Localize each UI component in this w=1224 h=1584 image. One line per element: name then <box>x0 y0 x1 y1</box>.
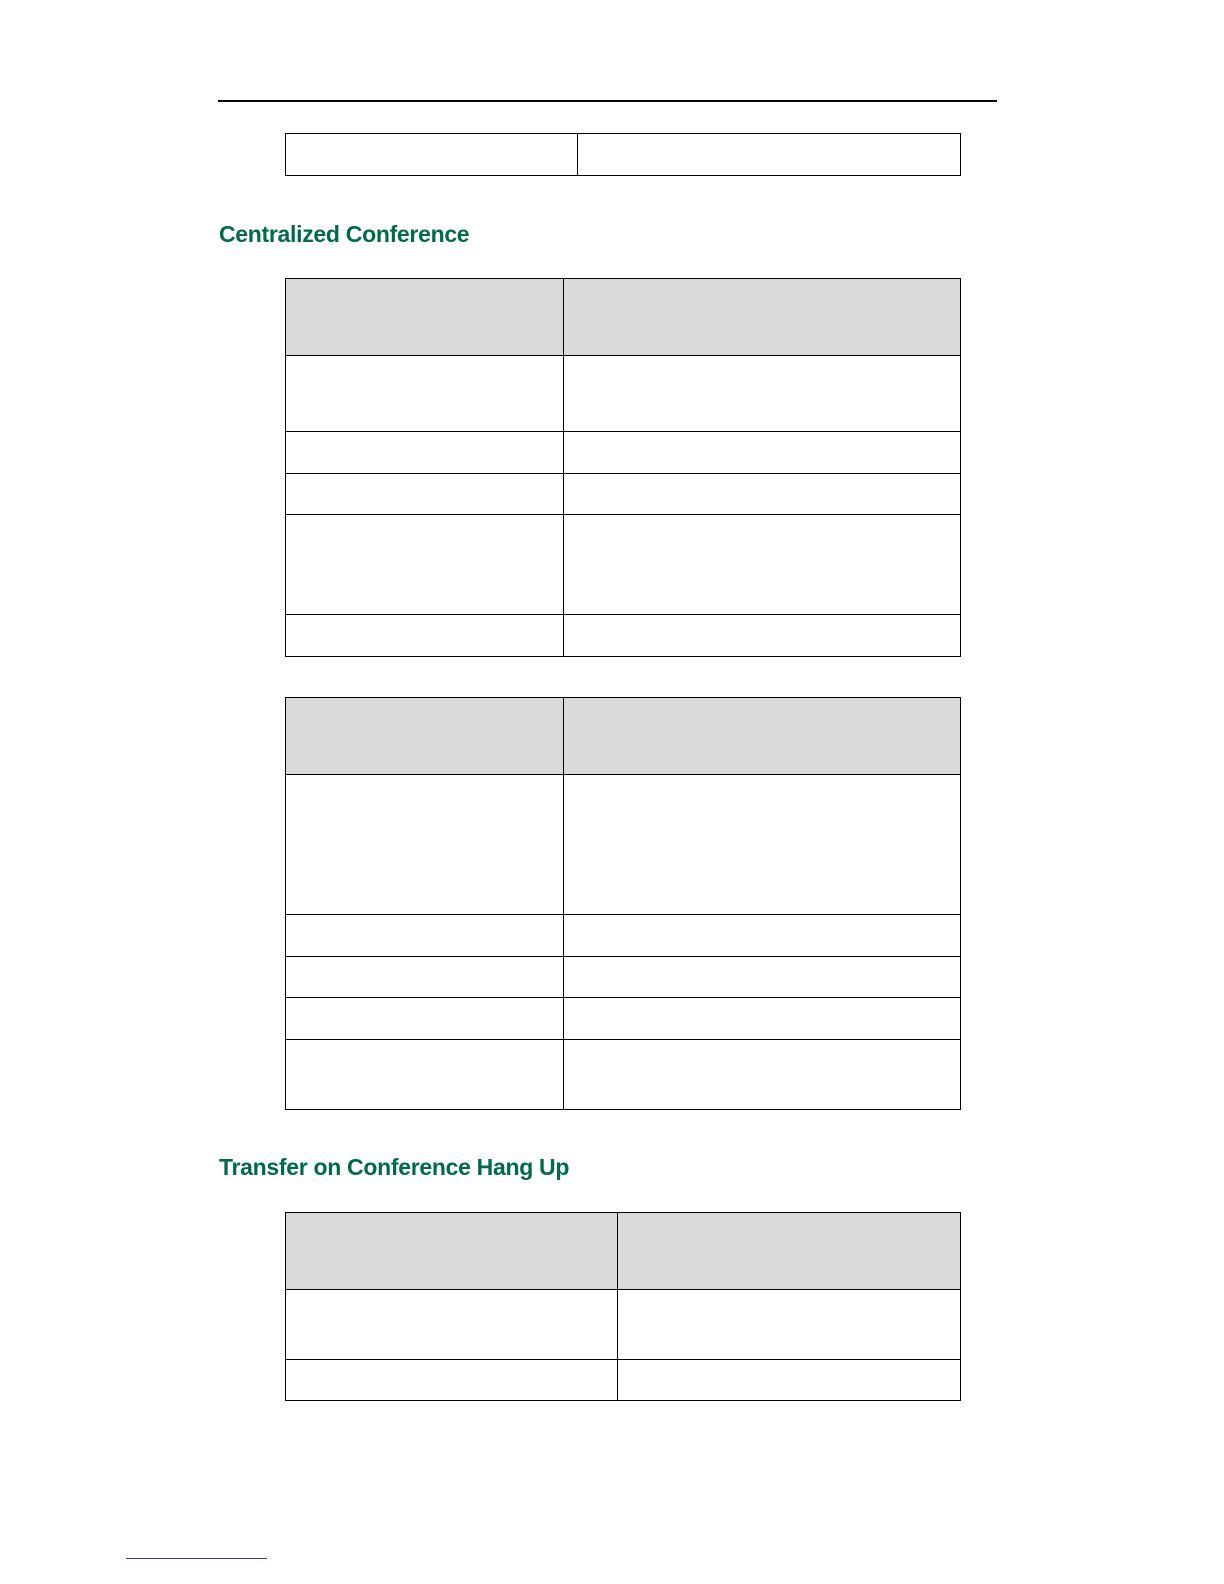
table-row <box>286 515 961 615</box>
page-header-rule <box>218 100 997 102</box>
table-header-cell <box>564 279 961 356</box>
table-row <box>286 1290 961 1360</box>
table-header-row <box>286 279 961 356</box>
transfer-on-hang-up-table <box>285 1212 961 1401</box>
centralized-conference-table-1 <box>285 278 961 657</box>
table-row <box>286 1360 961 1401</box>
table-cell <box>286 1360 618 1401</box>
table-cell <box>286 1040 564 1110</box>
table-cell <box>564 474 961 515</box>
table-cell <box>564 998 961 1040</box>
table-row <box>286 775 961 915</box>
table-row <box>286 1040 961 1110</box>
table-cell <box>564 432 961 474</box>
table-cell <box>286 134 578 176</box>
centralized-conference-table-2 <box>285 697 961 1110</box>
table-row <box>286 957 961 998</box>
table-cell <box>286 356 564 432</box>
table-row <box>286 474 961 515</box>
table-cell <box>564 356 961 432</box>
table-cell <box>564 515 961 615</box>
table-row <box>286 432 961 474</box>
table-header-cell <box>286 1213 618 1290</box>
section-heading-transfer-on-hang-up: Transfer on Conference Hang Up <box>219 1154 570 1180</box>
footer-link-underline[interactable] <box>126 1558 267 1559</box>
table-cell <box>286 775 564 915</box>
table-cell <box>618 1290 961 1360</box>
table-row <box>286 356 961 432</box>
table-cell <box>286 432 564 474</box>
table-row <box>286 998 961 1040</box>
table-cell <box>564 615 961 657</box>
table-cell <box>286 515 564 615</box>
table-cell <box>564 957 961 998</box>
table-cell <box>564 915 961 957</box>
table-cell <box>286 998 564 1040</box>
table-header-cell <box>286 279 564 356</box>
table-cell <box>286 474 564 515</box>
table-header-row <box>286 698 961 775</box>
table-cell <box>618 1360 961 1401</box>
table-row <box>286 615 961 657</box>
table-cell <box>578 134 961 176</box>
table-row <box>286 134 961 176</box>
table-cell <box>286 615 564 657</box>
table-cell <box>564 1040 961 1110</box>
table-header-cell <box>286 698 564 775</box>
table-cell <box>564 775 961 915</box>
continued-table <box>285 133 961 176</box>
table-cell <box>286 915 564 957</box>
table-header-cell <box>564 698 961 775</box>
table-cell <box>286 1290 618 1360</box>
table-cell <box>286 957 564 998</box>
table-header-cell <box>618 1213 961 1290</box>
table-row <box>286 915 961 957</box>
section-heading-centralized-conference: Centralized Conference <box>219 221 470 247</box>
table-header-row <box>286 1213 961 1290</box>
